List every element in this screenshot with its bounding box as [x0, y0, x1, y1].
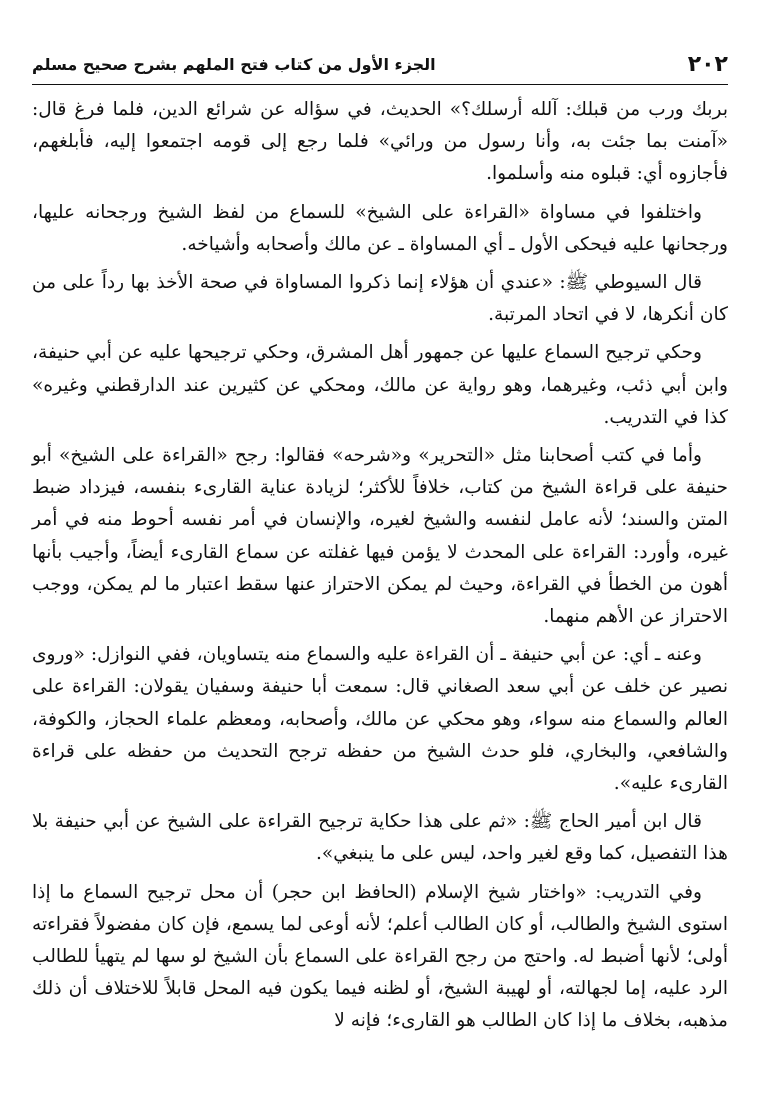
paragraph: قال السيوطي ﷺ: «عندي أن هؤلاء إنما ذكروا المساواة في صحة الأخذ بها رداً على من كان أنكرها، لا في اتحاد المرتبة.: [32, 272, 728, 326]
header-rule: [32, 84, 728, 85]
page-number: ٢٠٢: [687, 51, 728, 77]
paragraph: قال ابن أمير الحاج ﷺ: «ثم على هذا حكاية ترجيح القراءة على الشيخ عن أبي حنيفة بلا هذا التفصيل، كما وقع لغير واحد، ليس على ما ينبغي».: [32, 811, 728, 865]
paragraph: وعنه ـ أي: عن أبي حنيفة ـ أن القراءة عليه والسماع منه يتساويان، ففي النوازل: «وروى نصير عن خلف عن أبي سعد الصغاني قال: سمعت أبا حنيفة وسفيان يقولان: القراءة على العالم والسماع منه سواء، وهو محكي عن مالك، وأصحابه، ومعظم علماء الحجاز، والكوفة، والشافعي، والبخاري، فلو حدث الشيخ من حفظه ترجح التحديث من حفظه على قراءة القارىء عليه».: [32, 644, 728, 795]
document-page: [32, 0, 728, 1098]
paragraph: وحكي ترجيح السماع عليها عن جمهور أهل المشرق، وحكي ترجيحها عليه عن أبي حنيفة، وابن أبي ذئب، وغيرهما، وهو رواية عن مالك، ومحكي عن كثيرين عند الدارقطني وغيره» كذا في التدريب.: [32, 342, 728, 428]
paragraph: واختلفوا في مساواة «القراءة على الشيخ» للسماع من لفظ الشيخ ورجحانه عليها، ورجحانها عليه فيحكى الأول ـ أي المساواة ـ عن مالك وأصحابه وأشياخه.: [32, 201, 728, 255]
paragraph: وأما في كتب أصحابنا مثل «التحرير» و«شرحه» فقالوا: رجح «القراءة على الشيخ» أبو حنيفة على قراءة الشيخ من كتاب، خلافاً للأكثر؛ لزيادة عناية القارىء بنفسه، فيزداد ضبط المتن والسند؛ لأنه عامل لنفسه والشيخ لغيره، والإنسان في أمر نفسه أحوط منه في أمر غيره، وأورد: القراءة على المحدث لا يؤمن فيها غفلته عن سماع القارىء أيضاً، وأجيب بأنها أهون من الخطأ في القراءة، وحيث لم يمكن الاحتراز عنها سقط اعتبار ما لم يمكن، ووجب الاحتراز عن الأهم منهما.: [32, 445, 728, 628]
paragraph-continuation: بربك ورب من قبلك: آلله أرسلك؟» الحديث، في سؤاله عن شرائع الدين، فلما فرغ قال: «آمنت بما جئت به، وأنا رسول من ورائي» فلما رجع إلى قومه اجتمعوا إليه، فأبلغهم، فأجازوه أي: قبلوه منه وأسلموا.: [32, 99, 728, 185]
running-title: الجزء الأول من كتاب فتح الملهم بشرح صحيح مسلم: [32, 54, 436, 74]
body-text: [32, 94, 728, 1044]
page-header: [32, 44, 728, 84]
paragraph: وفي التدريب: «واختار شيخ الإسلام (الحافظ ابن حجر) أن محل ترجيح السماع ما إذا استوى الشيخ والطالب، أو كان الطالب أعلم؛ لأنه أوعى لما يسمع، فإن كان مفضولاً فقراءته أولى؛ لأنها أضبط له. واحتج من رجح القراءة على السماع بأن الشيخ لو سها لم يتهيأ للطالب الرد عليه، إما لجهالته، أو لهيبة الشيخ، أو لظنه فيما يكون فيه المحل قابلاً للاختلاف أن ذلك مذهبه، بخلاف ما إذا كان الطالب هو القارىء؛ فإنه لا: [32, 881, 728, 1032]
